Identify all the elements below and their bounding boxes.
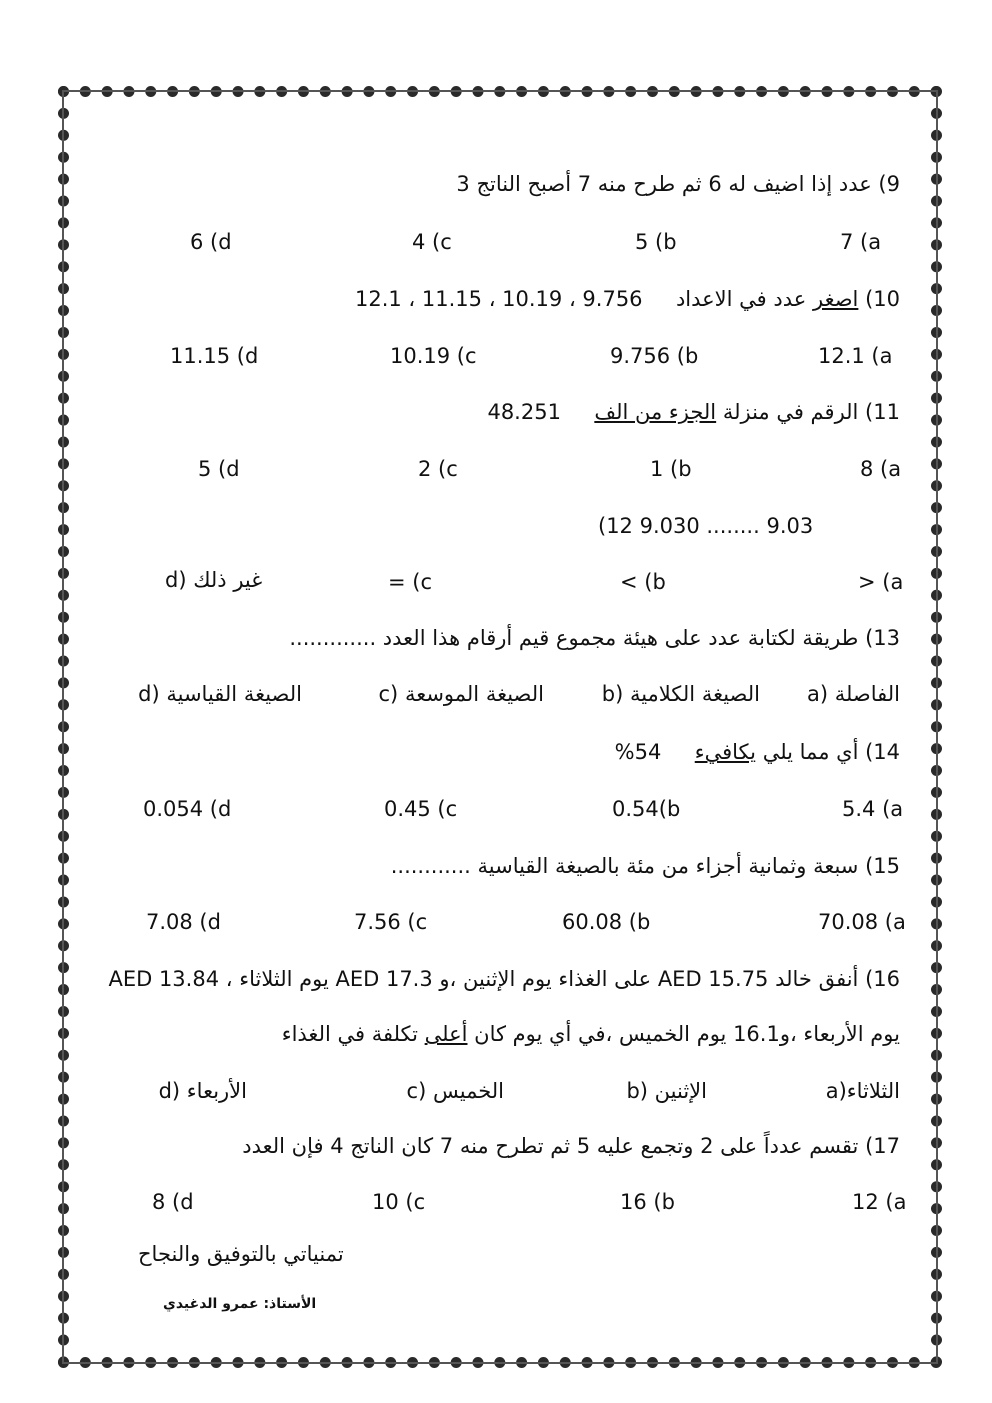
q16-text-post: تكلفة في الغذاء xyxy=(281,1022,418,1046)
question-16-line-1: 16) أنفق خالد AED 15.75 على الغذاء يوم الإثنين ،و AED 17.3 يوم الثلاثاء ، AED 13.84 xyxy=(108,967,900,991)
question-17: 17) تقسم عدداً على 2 وتجمع عليه 5 ثم تطرح منه 7 كان الناتج 4 فإن العدد xyxy=(242,1134,900,1158)
closing-message: تمنياتي بالتوفيق والنجاح xyxy=(138,1242,344,1266)
q13-option-a: a) الفاصلة xyxy=(806,682,900,706)
question-14 xyxy=(615,738,900,766)
question-9: 9) عدد إذا اضيف له 6 ثم طرح منه 7 أصبح الناتج 3 xyxy=(456,172,900,196)
q10-text: عدد في الاعداد xyxy=(675,287,807,311)
q11-value: 48.251 xyxy=(487,400,561,424)
q15-option-d: 7.08 (d xyxy=(146,910,221,934)
q9-option-c: 4 (c xyxy=(412,230,452,254)
q13-option-d: d) الصيغة القياسية xyxy=(138,682,302,706)
q10-number: 10) xyxy=(865,287,900,311)
q10-values: 9.756 ، 10.19 ، 11.15 ، 12.1 xyxy=(354,287,643,311)
q14-option-c: 0.45 (c xyxy=(384,797,458,821)
q14-option-b: 0.54(b xyxy=(612,797,681,821)
q17-option-a: 12 (a xyxy=(852,1190,907,1214)
question-12: (12 9.030 ........ 9.03 xyxy=(598,514,814,538)
question-10 xyxy=(355,285,900,313)
question-16-line-2 xyxy=(282,1020,900,1048)
q10-underlined-word: اصغر xyxy=(812,287,859,311)
q9-option-b: 5 (b xyxy=(635,230,677,254)
q10-option-c: 10.19 (c xyxy=(390,344,477,368)
question-15: 15) سبعة وثمانية أجزاء من مئة بالصيغة القياسية ............ xyxy=(390,854,900,878)
q14-option-a: 5.4 (a xyxy=(842,797,904,821)
question-11 xyxy=(487,398,900,426)
q11-underlined-phrase: الجزء من الف xyxy=(594,400,717,424)
q11-option-a: 8 (a xyxy=(860,457,902,481)
q14-underlined-word: يكافيء xyxy=(694,740,756,764)
q11-option-b: 1 (b xyxy=(650,457,692,481)
q16-underlined-word: أعلى xyxy=(424,1022,468,1046)
decorative-border xyxy=(58,86,942,1368)
question-13: 13) طريقة لكتابة عدد على هيئة مجموع قيم أرقام هذا العدد ............. xyxy=(289,626,900,650)
teacher-signature: الأستاذ: عمرو الدغيدي xyxy=(163,1296,317,1312)
q12-option-c: = (c xyxy=(388,570,433,594)
q16-option-a: a)الثلاثاء xyxy=(825,1079,900,1103)
q10-option-d: 11.15 (d xyxy=(170,344,259,368)
q16-option-d: d) الأربعاء xyxy=(158,1079,247,1103)
q15-option-b: 60.08 (b xyxy=(562,910,651,934)
q9-option-d: 6 (d xyxy=(190,230,232,254)
q17-option-d: 8 (d xyxy=(152,1190,194,1214)
q16-text-pre: يوم الأربعاء ،و16.1 يوم الخميس ،في أي يوم كان xyxy=(474,1022,900,1046)
q10-option-b: 9.756 (b xyxy=(610,344,699,368)
q9-option-a: 7 (a xyxy=(840,230,882,254)
q17-option-c: 10 (c xyxy=(372,1190,426,1214)
q11-option-d: 5 (d xyxy=(198,457,240,481)
q12-option-d: d) غير ذلك xyxy=(165,568,263,592)
q15-option-c: 7.56 (c xyxy=(354,910,428,934)
q17-option-b: 16 (b xyxy=(620,1190,675,1214)
q13-option-b: b) الصيغة الكلامية xyxy=(601,682,760,706)
q11-text: 11) الرقم في منزلة xyxy=(722,400,900,424)
q15-option-a: 70.08 (a xyxy=(818,910,906,934)
q11-option-c: 2 (c xyxy=(418,457,458,481)
q12-option-b: < (b xyxy=(620,570,666,594)
q16-option-b: b) الإثنين xyxy=(626,1079,707,1103)
q16-option-c: c) الخميس xyxy=(406,1079,504,1103)
q13-option-c: c) الصيغة الموسعة xyxy=(378,682,544,706)
q10-option-a: 12.1 (a xyxy=(818,344,893,368)
q14-option-d: 0.054 (d xyxy=(143,797,232,821)
q12-option-a: > (a xyxy=(858,570,904,594)
q14-value: 54% xyxy=(614,740,662,764)
q14-text: 14) أي مما يلي xyxy=(762,740,900,764)
